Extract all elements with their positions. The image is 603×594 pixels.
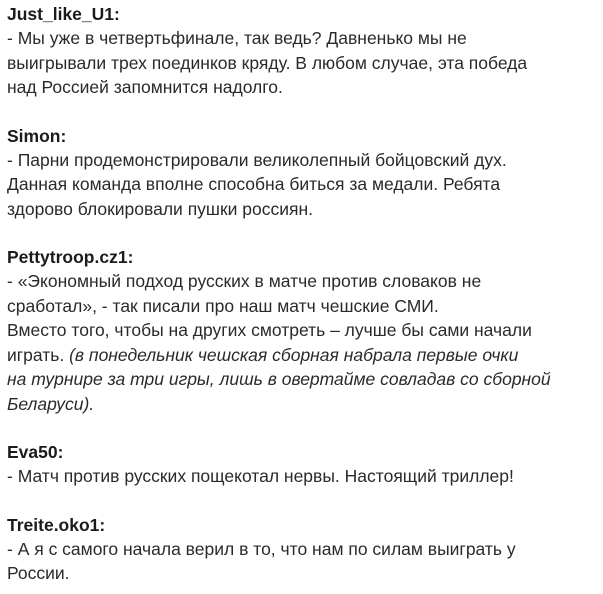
comment-text xyxy=(7,537,596,586)
comment-line: сработал», - так писали про наш матч чешские СМИ. xyxy=(7,295,439,316)
comment-line: - «Экономный подход русских в матче против словаков не xyxy=(7,271,482,291)
comment-line: - Матч против русских пощекотал нервы. Настоящий триллер! xyxy=(7,466,514,486)
comment xyxy=(7,124,596,222)
comment-line: над Россией запомнится надолго. xyxy=(7,77,283,97)
comment xyxy=(7,245,596,416)
comment-author: Simon: xyxy=(7,125,67,146)
comment-line: России. xyxy=(7,563,70,583)
comment xyxy=(7,2,596,100)
comment xyxy=(7,440,596,489)
comment-line: Данная команда вполне способна биться за медали. Ребята xyxy=(7,174,501,194)
editor-note: (в понедельник чешская сборная набрала первые очки xyxy=(69,344,519,365)
comment-line: Вместо того, чтобы на других смотреть – лучше бы сами начали xyxy=(7,320,532,340)
comment-line: - А я с самого начала верил в то, что нам по силам выиграть у xyxy=(7,538,516,559)
comment-author: Treite.oko1: xyxy=(7,514,106,535)
comment-author: Eva50: xyxy=(7,442,64,462)
editor-note-line: на турнире за три игры, лишь в овертайме совладав со сборной xyxy=(7,369,551,389)
comment-line: - Парни продемонстрировали великолепный бойцовский дух. xyxy=(7,149,507,170)
editor-note-line: Беларуси). xyxy=(7,393,95,414)
comment-author: Pettytroop.cz1: xyxy=(7,247,134,267)
comment-author: Just_like_U1: xyxy=(7,4,120,24)
comment-line: здорово блокировали пушки россиян. xyxy=(7,198,314,219)
comment xyxy=(7,513,596,586)
comment-text xyxy=(7,26,596,100)
comment-text xyxy=(7,148,596,222)
comment-line: - Мы уже в четвертьфинале, так ведь? Давненько мы не xyxy=(7,28,467,48)
comment-line: выигрывали трех поединков кряду. В любом случае, эта победа xyxy=(7,52,528,73)
comment-text xyxy=(7,464,596,489)
comment-line xyxy=(7,343,596,368)
comment-line-normal: играть. xyxy=(7,344,70,365)
comment-text xyxy=(7,269,596,416)
